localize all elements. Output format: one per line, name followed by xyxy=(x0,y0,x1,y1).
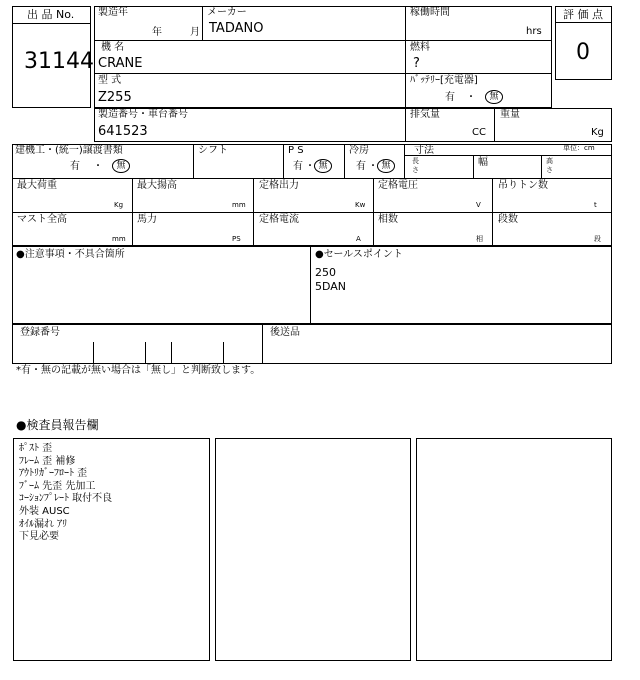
defects-label: ●注意事項・不具合箇所 xyxy=(16,249,125,260)
maker-label: メーカー xyxy=(207,7,247,18)
phase-unit: 相 xyxy=(476,235,483,243)
rating-divider xyxy=(555,22,612,23)
sales-line-1: 250 xyxy=(315,266,336,279)
hours-label: 稼働時間 xyxy=(410,7,450,18)
main-info-box xyxy=(94,6,552,108)
serial-label: 製造番号・車台番号 xyxy=(98,109,188,120)
reg-tick-3 xyxy=(171,342,172,364)
fuel-value: ? xyxy=(413,56,420,71)
lot-number: 31144 xyxy=(24,49,94,74)
spec-row-line-1 xyxy=(12,178,612,179)
mast-height-label: マスト全高 xyxy=(17,214,67,225)
registration-box xyxy=(12,324,612,364)
transfer-yes: 有 xyxy=(70,161,80,172)
width-label: 幅 xyxy=(478,157,488,168)
battery-no-circled: 無 xyxy=(485,90,503,104)
lot-label: 出 品 No. xyxy=(27,8,75,21)
length-label: 長 さ xyxy=(412,157,419,174)
spec-r1-col-1 xyxy=(193,144,194,178)
spec-r1-col-6 xyxy=(541,155,542,178)
hours-unit: hrs xyxy=(526,26,542,37)
type-label: 型 式 xyxy=(98,75,122,86)
weight-label: 重量 xyxy=(500,109,520,120)
row-line-2 xyxy=(94,73,552,74)
year-label: 製造年 xyxy=(98,7,128,18)
ac-dot: ・ xyxy=(368,161,378,172)
rated-current-unit: A xyxy=(356,235,361,243)
weight-unit: Kg xyxy=(591,127,604,138)
ps-dot: ・ xyxy=(305,161,315,172)
remarks-divider xyxy=(310,246,311,324)
battery-yes: 有 xyxy=(445,92,455,103)
ac-label: 冷房 xyxy=(349,145,369,156)
spec-r23-col-1 xyxy=(132,178,133,246)
row-line-1 xyxy=(94,40,552,41)
month-unit: 月 xyxy=(190,27,200,38)
transfer-dot: ・ xyxy=(93,161,103,172)
reg-tick-1 xyxy=(93,342,94,364)
battery-dot: ・ xyxy=(466,92,476,103)
spec-dims-subline xyxy=(404,155,612,156)
rating-value: 0 xyxy=(576,40,590,65)
spec-r1-col-4 xyxy=(404,144,405,178)
spec-r1-col-3 xyxy=(344,144,345,178)
max-load-label: 最大荷重 xyxy=(17,180,57,191)
displacement-unit: CC xyxy=(472,127,486,138)
fuel-label: 燃料 xyxy=(410,42,430,53)
footnote: *有・無の記載が無い場合は「無し」と判断致します。 xyxy=(16,365,261,376)
dims-unit: 単位：cm xyxy=(563,144,595,152)
displacement-label: 排気量 xyxy=(410,109,440,120)
inspector-notes: ﾎﾟｽﾄ 歪 ﾌﾚｰﾑ 歪 補修 ｱｳﾄﾘｶﾞｰﾌﾛｰﾄ 歪 ﾌﾞｰﾑ 先歪 先加工 ｺｰｼｮﾝﾌﾟﾚｰﾄ 取付不良 外装 AUSC ｵｲﾙ漏れ ｱﾘ 下見必要 xyxy=(19,443,113,543)
rated-output-unit: Kw xyxy=(355,201,366,209)
height-label: 高 さ xyxy=(546,157,553,174)
inspector-box-3 xyxy=(416,438,612,661)
max-lift-label: 最大揚高 xyxy=(137,180,177,191)
sales-label: ●セールスポイント xyxy=(315,249,403,260)
col-line-right xyxy=(405,6,406,108)
registration-divider xyxy=(262,324,263,364)
reg-tick-2 xyxy=(145,342,146,364)
rated-output-label: 定格出力 xyxy=(259,180,299,191)
inspector-box-2 xyxy=(215,438,411,661)
horsepower-unit: PS xyxy=(232,235,241,243)
inspector-title: ●検査員報告欄 xyxy=(16,418,99,432)
model-name-value: CRANE xyxy=(98,56,143,71)
col-line-weight xyxy=(494,108,495,142)
spec-r1-col-2 xyxy=(283,144,284,178)
rated-voltage-unit: V xyxy=(476,201,481,209)
horsepower-label: 馬力 xyxy=(137,214,157,225)
ac-yes: 有 xyxy=(356,161,366,172)
year-unit: 年 xyxy=(152,27,162,38)
transfer-no-circled: 無 xyxy=(112,159,130,173)
ps-label: P S xyxy=(288,145,304,156)
max-load-unit: Kg xyxy=(114,201,124,209)
maker-value: TADANO xyxy=(209,21,264,36)
rated-voltage-label: 定格電圧 xyxy=(378,180,418,191)
rated-current-label: 定格電流 xyxy=(259,214,299,225)
spec-r23-col-4 xyxy=(492,178,493,246)
type-value: Z255 xyxy=(98,90,132,105)
transfer-label: 建機工・(統一)譲渡書類 xyxy=(15,145,123,156)
mast-height-unit: mm xyxy=(112,235,126,243)
lift-ton-label: 吊りトン数 xyxy=(498,180,548,191)
spec-r1-col-5 xyxy=(473,155,474,178)
sales-line-2: 5DAN xyxy=(315,280,347,293)
col-line-serial xyxy=(405,108,406,142)
rating-label: 評 価 点 xyxy=(563,8,603,21)
spec-grid-box xyxy=(12,144,612,246)
col-line-year xyxy=(202,6,203,40)
serial-value: 641523 xyxy=(98,124,148,139)
lot-divider xyxy=(12,23,91,24)
ps-yes: 有 xyxy=(293,161,303,172)
max-lift-unit: mm xyxy=(232,201,246,209)
reg-tick-4 xyxy=(223,342,224,364)
shipping-label: 後送品 xyxy=(270,327,300,338)
spec-row-line-2 xyxy=(12,212,612,213)
registration-label: 登録番号 xyxy=(20,327,60,338)
ps-no-circled: 無 xyxy=(314,159,332,173)
stages-label: 段数 xyxy=(498,214,518,225)
phase-label: 相数 xyxy=(378,214,398,225)
battery-label: ﾊﾞｯﾃﾘｰ[充電器] xyxy=(410,75,478,86)
stages-unit: 段 xyxy=(594,235,601,243)
spec-r23-col-3 xyxy=(373,178,374,246)
lift-ton-unit: t xyxy=(594,201,597,209)
shift-label: シフト xyxy=(198,145,228,156)
model-name-label: 機 名 xyxy=(101,42,125,53)
dims-label: 寸法 xyxy=(414,145,434,156)
spec-r23-col-2 xyxy=(253,178,254,246)
ac-no-circled: 無 xyxy=(377,159,395,173)
